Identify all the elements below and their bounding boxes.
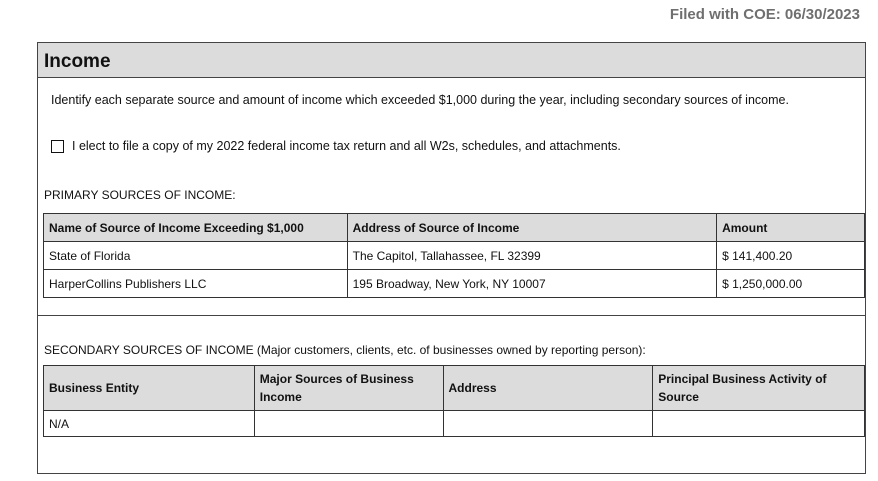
business-entity: N/A <box>44 411 255 437</box>
table-row <box>44 270 865 298</box>
column-header: Business Entity <box>44 366 255 411</box>
income-amount: $ 1,250,000.00 <box>717 270 865 298</box>
column-header: Amount <box>717 214 865 242</box>
primary-sources-label: PRIMARY SOURCES OF INCOME: <box>44 188 236 202</box>
column-header: Address <box>443 366 653 411</box>
source-address: 195 Broadway, New York, NY 10007 <box>347 270 716 298</box>
table-row <box>44 242 865 270</box>
address <box>443 411 653 437</box>
column-header: Name of Source of Income Exceeding $1,000 <box>44 214 348 242</box>
column-header: Address of Source of Income <box>347 214 716 242</box>
primary-income-table <box>43 213 865 298</box>
table-header-row <box>44 366 865 411</box>
income-section <box>37 42 866 474</box>
secondary-income-table <box>43 365 865 437</box>
table-row <box>44 411 865 437</box>
major-sources <box>254 411 443 437</box>
income-amount: $ 141,400.20 <box>717 242 865 270</box>
section-title: Income <box>38 43 865 78</box>
section-instructions: Identify each separate source and amount of income which exceeded $1,000 during the year, including secondary sources of income. <box>51 93 789 107</box>
column-header: Principal Business Activity of Source <box>653 366 865 411</box>
table-header-row <box>44 214 865 242</box>
elect-label: I elect to file a copy of my 2022 federal income tax return and all W2s, schedules, and attachments. <box>72 139 621 153</box>
section-divider <box>38 315 865 316</box>
source-address: The Capitol, Tallahassee, FL 32399 <box>347 242 716 270</box>
elect-option <box>51 139 621 153</box>
source-name: State of Florida <box>44 242 348 270</box>
source-name: HarperCollins Publishers LLC <box>44 270 348 298</box>
secondary-sources-label: SECONDARY SOURCES OF INCOME (Major customers, clients, etc. of businesses owned by reporting person): <box>44 343 646 357</box>
principal-activity <box>653 411 865 437</box>
elect-checkbox[interactable] <box>51 140 64 153</box>
column-header: Major Sources of Business Income <box>254 366 443 411</box>
filed-date: Filed with COE: 06/30/2023 <box>669 6 860 23</box>
